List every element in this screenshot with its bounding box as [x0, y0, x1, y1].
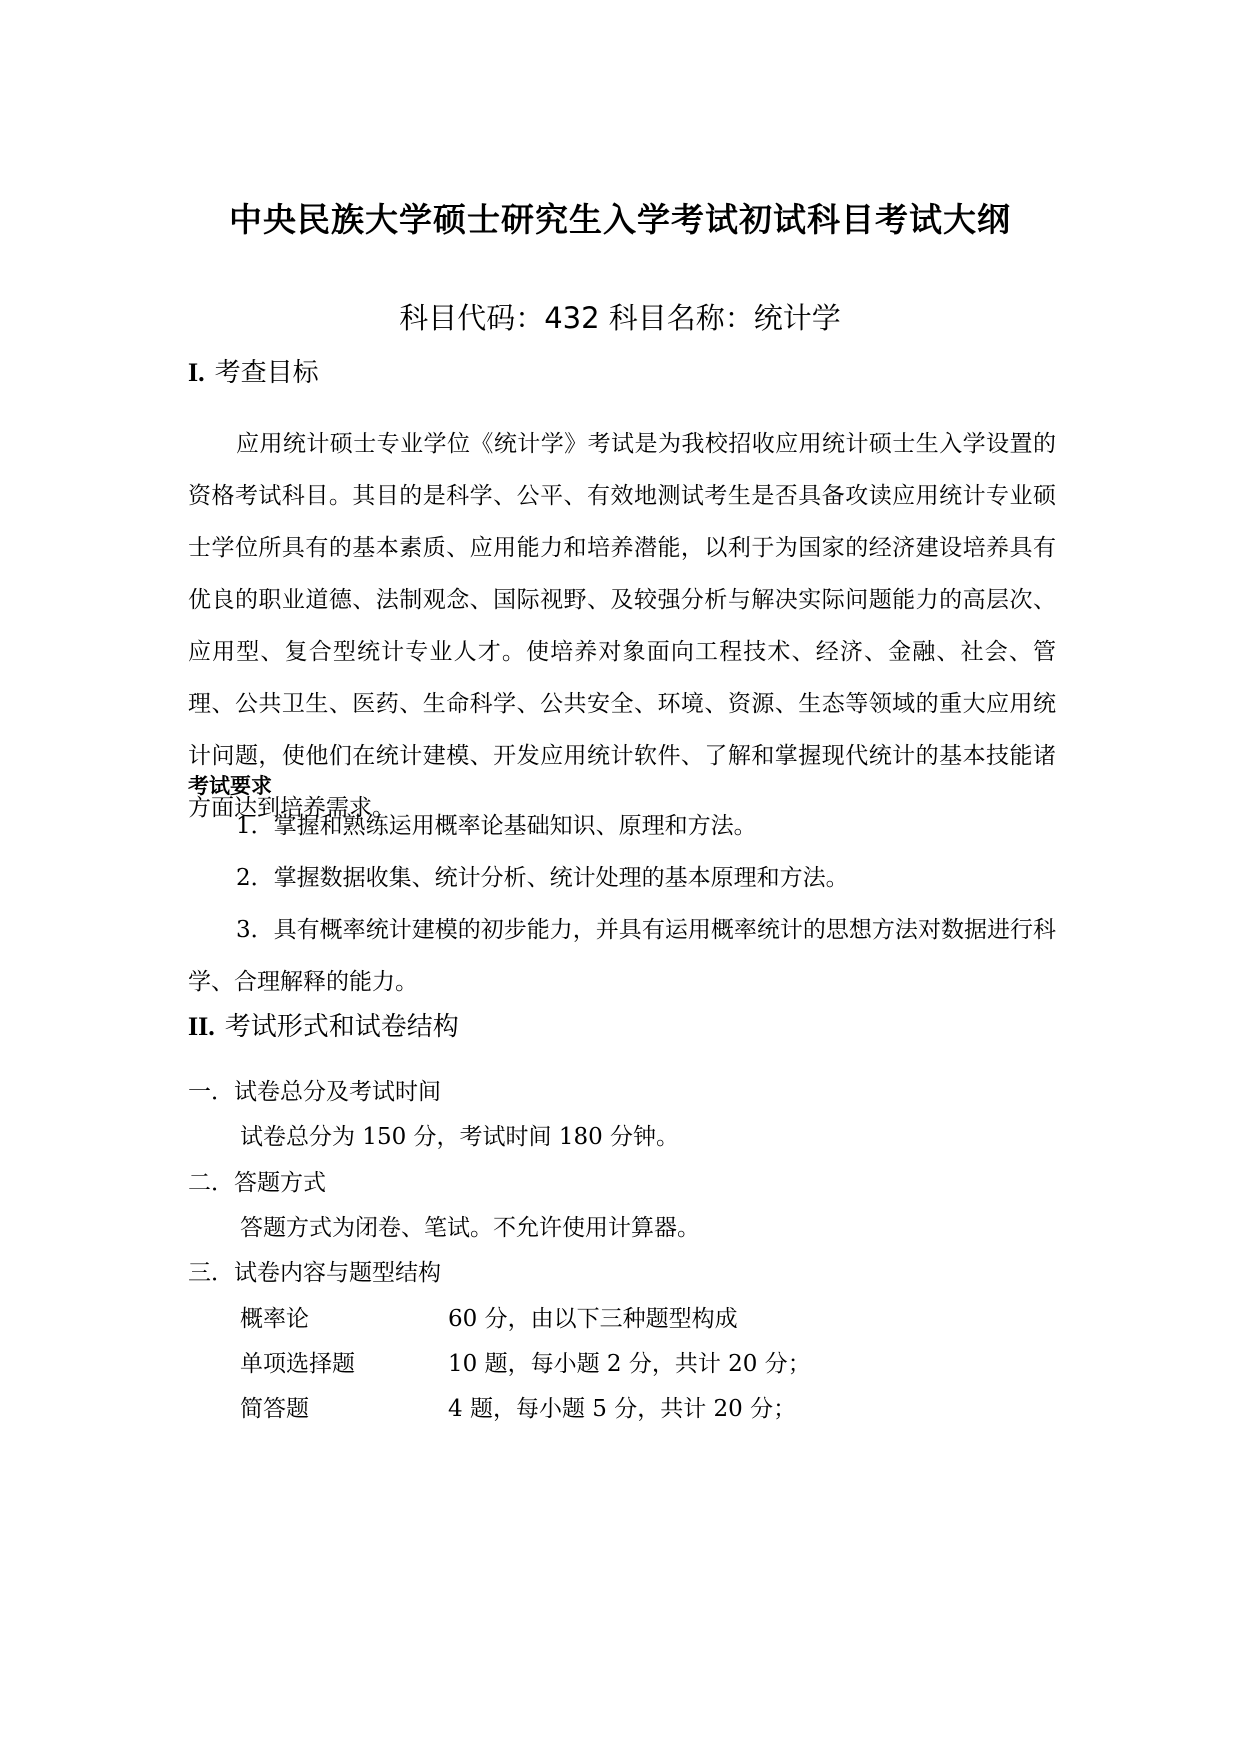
- section-1-title: 考查目标: [214, 358, 319, 388]
- requirement-item: 3．具有概率统计建模的初步能力，并具有运用概率统计的思想方法对数据进行科学、合理解释的能力。: [188, 917, 1056, 995]
- section-2-title: 考试形式和试卷结构: [224, 1012, 459, 1042]
- structure-row: [240, 1345, 811, 1378]
- section-2-number: II.: [188, 1012, 215, 1041]
- section-1-number: I.: [188, 358, 205, 387]
- section-2-heading: [188, 1006, 459, 1043]
- requirement-item: 2．掌握数据收集、统计分析、统计处理的基本原理和方法。: [236, 865, 849, 891]
- requirement-item: 1．掌握和熟练运用概率论基础知识、原理和方法。: [236, 813, 757, 839]
- objective-paragraph: 应用统计硕士专业学位《统计学》考试是为我校招收应用统计硕士生入学设置的资格考试科目。其目的是科学、公平、有效地测试考生是否具备攻读应用统计专业硕士学位所具有的基本素质、应用能力和培养潜能，以利于为国家的经济建设培养具有优良的职业道德、法制观念、国际视野、及较强分析与解决实际问题能力的高层次、应用型、复合型统计专业人才。使培养对象面向工程技术、经济、金融、社会、管理、公共卫生、医药、生命科学、公共安全、环境、资源、生态等领域的重大应用统计问题，使他们在统计建模、开发应用统计软件、了解和掌握现代统计的基本技能诸方面达到培养需求。: [188, 431, 1056, 821]
- structure-row: [240, 1390, 797, 1423]
- item-3-label: 三．试卷内容与题型结构: [188, 1260, 441, 1286]
- exam-requirements-label: 考试要求: [188, 774, 272, 798]
- section-1-heading: [188, 352, 319, 389]
- item-2-content: 答题方式为闭卷、笔试。不允许使用计算器。: [240, 1215, 700, 1241]
- item-2-label: 二．答题方式: [188, 1170, 326, 1196]
- document-title: 中央民族大学硕士研究生入学考试初试科目考试大纲: [229, 200, 1011, 239]
- structure-desc: 60 分，由以下三种题型构成: [448, 1306, 738, 1332]
- structure-name: 简答题: [240, 1396, 309, 1422]
- structure-name: 概率论: [240, 1306, 309, 1332]
- structure-desc: 4 题，每小题 5 分，共计 20 分；: [448, 1396, 797, 1422]
- item-1-content: 试卷总分为 150 分，考试时间 180 分钟。: [240, 1124, 680, 1150]
- structure-name: 单项选择题: [240, 1351, 355, 1377]
- item-1-label: 一．试卷总分及考试时间: [188, 1079, 441, 1105]
- structure-row: [240, 1300, 738, 1333]
- structure-desc: 10 题，每小题 2 分，共计 20 分；: [448, 1351, 811, 1377]
- subject-code-name: 科目代码：432 科目名称：统计学: [399, 301, 841, 335]
